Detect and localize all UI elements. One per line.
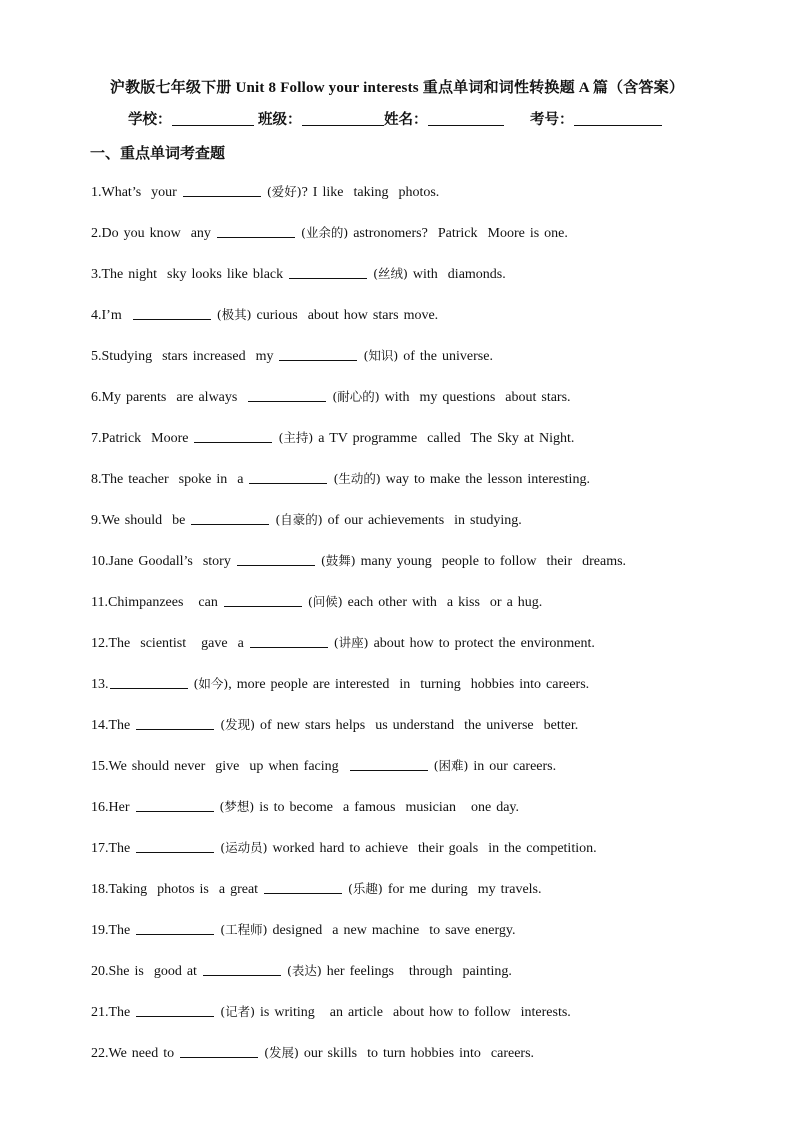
answer-blank[interactable] bbox=[203, 962, 281, 976]
chinese-hint: (生动的) bbox=[333, 471, 381, 486]
question-number: 19. bbox=[91, 923, 109, 938]
question-text-before: Patrick Moore bbox=[101, 431, 194, 446]
answer-blank[interactable] bbox=[136, 839, 214, 853]
question-number: 17. bbox=[91, 841, 109, 856]
question-item bbox=[91, 839, 771, 880]
class-label: 班级： bbox=[258, 112, 302, 128]
question-list bbox=[91, 183, 771, 1085]
question-text-after: with diamonds. bbox=[407, 267, 506, 282]
answer-blank[interactable] bbox=[350, 757, 428, 771]
question-text-after: of the universe. bbox=[398, 349, 493, 364]
question-text-after: for me during my travels. bbox=[382, 882, 542, 897]
question-text-before: Taking photos is a great bbox=[108, 882, 264, 897]
question-number: 15. bbox=[91, 759, 109, 774]
question-text-before: Her bbox=[108, 800, 135, 815]
answer-blank[interactable] bbox=[217, 224, 295, 238]
question-item bbox=[91, 675, 771, 716]
question-item bbox=[91, 880, 771, 921]
chinese-hint: (梦想) bbox=[219, 799, 255, 814]
question-text-after: is to become a famous musician one day. bbox=[254, 800, 520, 815]
question-number: 18. bbox=[91, 882, 109, 897]
answer-blank[interactable] bbox=[279, 347, 357, 361]
question-text-after: many young people to follow their dreams. bbox=[355, 554, 627, 569]
answer-blank[interactable] bbox=[250, 634, 328, 648]
chinese-hint: (爱好) bbox=[266, 184, 302, 199]
answer-blank[interactable] bbox=[180, 1044, 258, 1058]
question-item bbox=[91, 757, 771, 798]
question-text-after: curious about how stars move. bbox=[251, 308, 439, 323]
chinese-hint: (丝绒) bbox=[373, 266, 408, 281]
answer-blank[interactable] bbox=[136, 716, 214, 730]
question-number: 10. bbox=[91, 554, 109, 569]
question-item bbox=[91, 716, 771, 757]
question-item bbox=[91, 634, 771, 675]
question-item bbox=[91, 921, 771, 962]
question-item bbox=[91, 798, 771, 839]
answer-blank[interactable] bbox=[237, 552, 315, 566]
answer-blank[interactable] bbox=[110, 675, 188, 689]
question-item bbox=[91, 511, 771, 552]
question-item bbox=[91, 962, 771, 1003]
question-text-after: designed a new machine to save energy. bbox=[267, 923, 516, 938]
question-text-before: Jane Goodall’s story bbox=[108, 554, 236, 569]
answer-blank[interactable] bbox=[133, 306, 211, 320]
question-number: 7. bbox=[91, 431, 102, 446]
question-text-before: I’m bbox=[101, 308, 132, 323]
answer-blank[interactable] bbox=[249, 470, 327, 484]
name-input-line bbox=[428, 111, 504, 126]
question-text-before: Do you know any bbox=[101, 226, 216, 241]
question-item bbox=[91, 1044, 771, 1085]
question-text-before: The night sky looks like black bbox=[101, 267, 289, 282]
question-text-after: worked hard to achieve their goals in the competition. bbox=[267, 841, 597, 856]
question-number: 3. bbox=[91, 267, 102, 282]
document-title: 沪教版七年级下册 Unit 8 Follow your interests 重点单词和词性转换题 A 篇（含答案） bbox=[109, 80, 685, 96]
question-text-after: each other with a kiss or a hug. bbox=[342, 595, 543, 610]
question-number: 14. bbox=[91, 718, 109, 733]
question-text-after: , more people are interested in turning hobbies into careers. bbox=[228, 677, 590, 692]
question-text-after: ? I like taking photos. bbox=[301, 185, 440, 200]
school-input-line bbox=[172, 111, 254, 126]
question-number: 21. bbox=[91, 1005, 109, 1020]
answer-blank[interactable] bbox=[136, 798, 214, 812]
answer-blank[interactable] bbox=[136, 921, 214, 935]
class-field bbox=[258, 108, 384, 129]
chinese-hint: (表达) bbox=[286, 963, 322, 978]
question-number: 12. bbox=[91, 636, 109, 651]
question-number: 5. bbox=[91, 349, 102, 364]
answer-blank[interactable] bbox=[136, 1003, 214, 1017]
chinese-hint: (知识) bbox=[363, 348, 399, 363]
question-text-before: The teacher spoke in a bbox=[101, 472, 249, 487]
question-number: 2. bbox=[91, 226, 102, 241]
chinese-hint: (问候) bbox=[307, 594, 343, 609]
chinese-hint: (困难) bbox=[433, 758, 469, 773]
question-item bbox=[91, 470, 771, 511]
question-item bbox=[91, 1003, 771, 1044]
chinese-hint: (自豪的) bbox=[275, 512, 323, 527]
chinese-hint: (主持) bbox=[278, 430, 314, 445]
exam-number-label: 考号： bbox=[530, 112, 574, 128]
question-number: 13. bbox=[91, 677, 109, 692]
school-label: 学校： bbox=[128, 112, 172, 128]
answer-blank[interactable] bbox=[248, 388, 326, 402]
chinese-hint: (运动员) bbox=[220, 840, 268, 855]
question-text-before: Studying stars increased my bbox=[101, 349, 279, 364]
chinese-hint: (耐心的) bbox=[332, 389, 380, 404]
question-text-before: The bbox=[108, 841, 136, 856]
question-number: 4. bbox=[91, 308, 102, 323]
question-item bbox=[91, 552, 771, 593]
answer-blank[interactable] bbox=[289, 265, 367, 279]
question-text-before: My parents are always bbox=[101, 390, 248, 405]
question-text-after: in our careers. bbox=[468, 759, 557, 774]
question-number: 1. bbox=[91, 185, 102, 200]
question-item bbox=[91, 388, 771, 429]
question-text-after: a TV programme called The Sky at Night. bbox=[313, 431, 575, 446]
question-text-after: about how to protect the environment. bbox=[368, 636, 595, 651]
question-number: 8. bbox=[91, 472, 102, 487]
question-text-before: The bbox=[108, 718, 136, 733]
question-item bbox=[91, 347, 771, 388]
name-field bbox=[384, 108, 504, 129]
chinese-hint: (乐趣) bbox=[348, 881, 383, 896]
section-heading: 一、重点单词考查题 bbox=[90, 146, 226, 162]
chinese-hint: (发展) bbox=[264, 1045, 299, 1060]
chinese-hint: (工程师) bbox=[220, 922, 268, 937]
class-input-line bbox=[302, 111, 384, 126]
school-field bbox=[128, 108, 254, 129]
question-text-after: way to make the lesson interesting. bbox=[380, 472, 590, 487]
chinese-hint: (讲座) bbox=[333, 635, 369, 650]
question-number: 11. bbox=[91, 595, 108, 610]
answer-blank[interactable] bbox=[194, 429, 272, 443]
exam-number-input-line bbox=[574, 111, 662, 126]
question-text-after: our skills to turn hobbies into careers. bbox=[298, 1046, 535, 1061]
question-item bbox=[91, 306, 771, 347]
chinese-hint: (极其) bbox=[216, 307, 252, 322]
question-number: 22. bbox=[91, 1046, 109, 1061]
question-text-before: We should be bbox=[101, 513, 191, 528]
chinese-hint: (业余的) bbox=[300, 225, 349, 240]
question-number: 20. bbox=[91, 964, 109, 979]
question-text-before: The bbox=[108, 923, 136, 938]
question-item bbox=[91, 593, 771, 634]
question-text-before: What’s your bbox=[101, 185, 182, 200]
exam-number-field bbox=[530, 108, 662, 129]
question-item bbox=[91, 224, 771, 265]
question-item bbox=[91, 429, 771, 470]
answer-blank[interactable] bbox=[224, 593, 302, 607]
question-item bbox=[91, 183, 771, 224]
question-text-before: She is good at bbox=[108, 964, 202, 979]
question-item bbox=[91, 265, 771, 306]
answer-blank[interactable] bbox=[191, 511, 269, 525]
question-text-before: We need to bbox=[108, 1046, 180, 1061]
question-text-after: of our achievements in studying. bbox=[322, 513, 522, 528]
question-text-after: her feelings through painting. bbox=[321, 964, 512, 979]
question-text-before: The bbox=[108, 1005, 136, 1020]
question-text-after: is writing an article about how to follow interests. bbox=[255, 1005, 571, 1020]
chinese-hint: (记者) bbox=[220, 1004, 256, 1019]
question-number: 6. bbox=[91, 390, 102, 405]
question-text-after: with my questions about stars. bbox=[379, 390, 571, 405]
answer-blank[interactable] bbox=[264, 880, 342, 894]
chinese-hint: (发现) bbox=[220, 717, 256, 732]
chinese-hint: (如今) bbox=[193, 676, 229, 691]
question-number: 9. bbox=[91, 513, 102, 528]
name-label: 姓名： bbox=[384, 112, 428, 128]
question-text-before: The scientist gave a bbox=[108, 636, 249, 651]
question-text-before: Chimpanzees can bbox=[107, 595, 223, 610]
question-text-before: We should never give up when facing bbox=[108, 759, 349, 774]
question-number: 16. bbox=[91, 800, 109, 815]
answer-blank[interactable] bbox=[183, 183, 261, 197]
question-text-after: of new stars helps us understand the universe better. bbox=[255, 718, 579, 733]
question-text-after: astronomers? Patrick Moore is one. bbox=[348, 226, 568, 241]
chinese-hint: (鼓舞) bbox=[320, 553, 356, 568]
